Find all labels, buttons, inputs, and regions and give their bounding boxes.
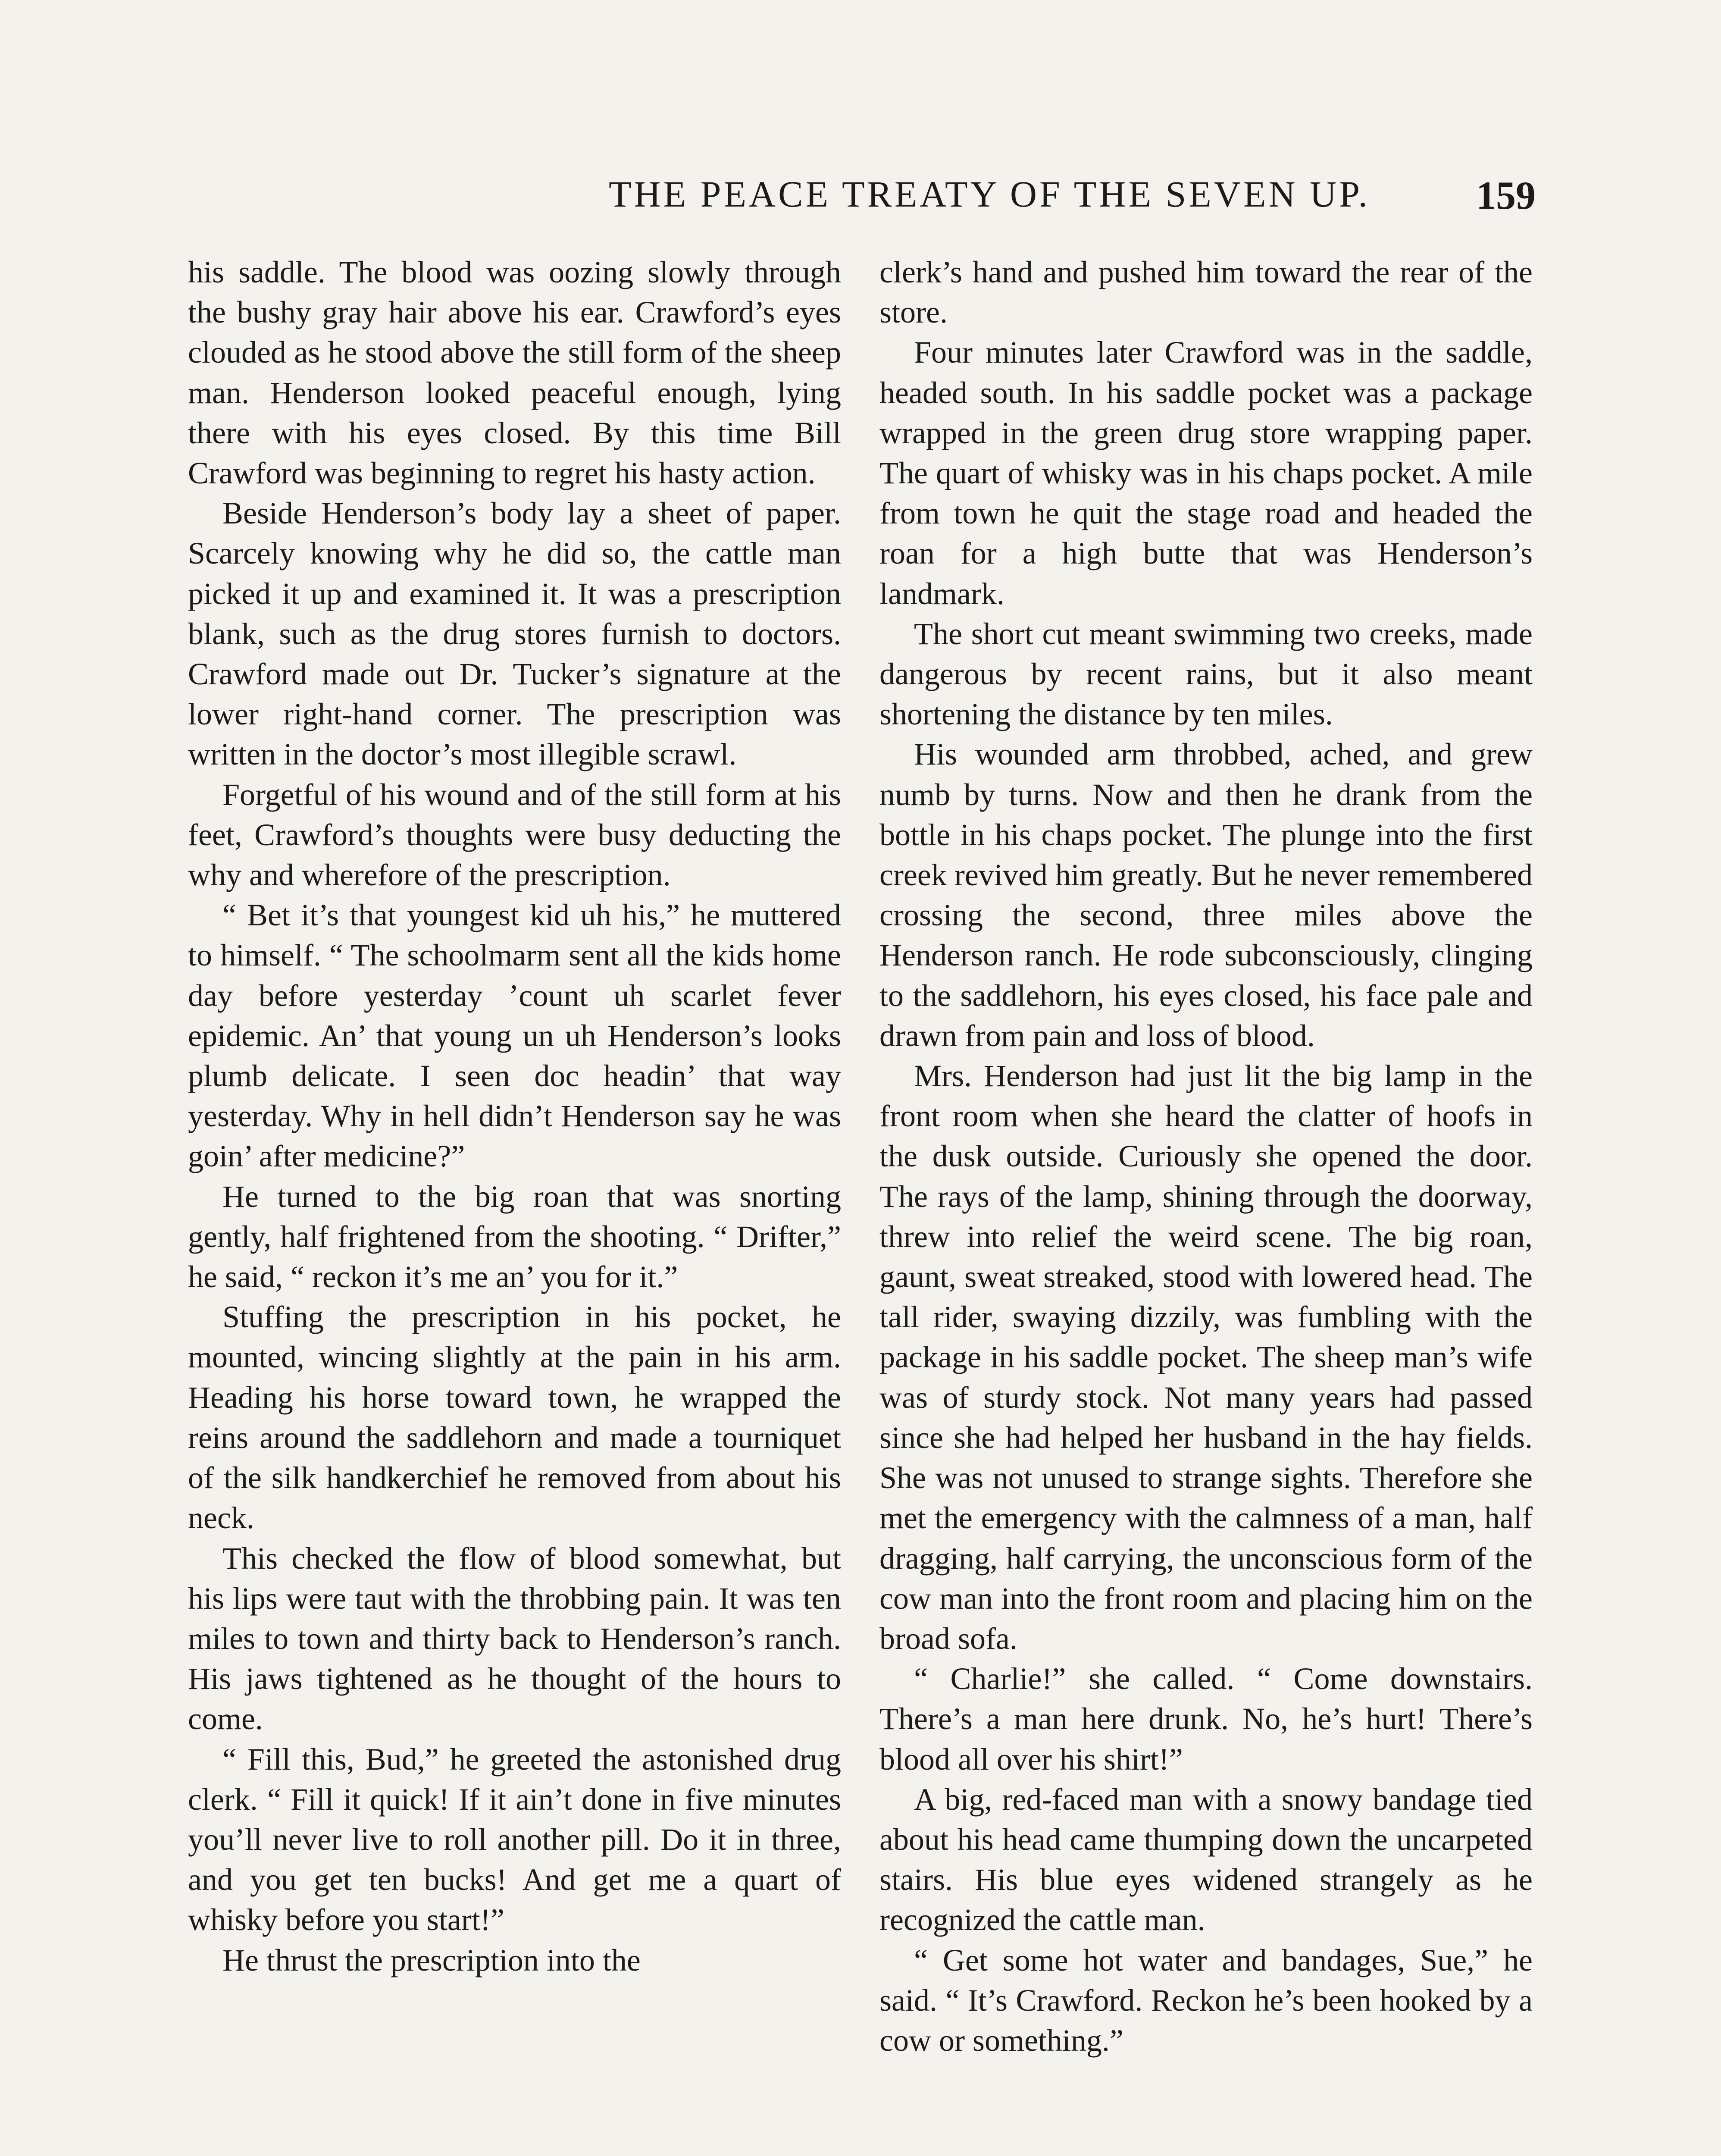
paragraph: He thrust the prescription into the bbox=[222, 1943, 641, 1977]
paragraph: His wounded arm throbbed, ached, and grew numb by turns. Now and then he drank from the bottle in his chaps pocket. The plunge into the first creek revived him greatly. But he never remembered crossing the second, three miles above the Henderson ranch. He rode subconsciously, clinging to the saddlehorn, his eyes closed, his face pale and drawn from pain and loss of blood. bbox=[879, 737, 1533, 1053]
running-head: THE PEACE TREATY OF THE SEVEN UP. bbox=[609, 173, 1370, 215]
paragraph: He turned to the big roan that was snorting gently, half frightened from the shooting. “ Drifter,” he said, “ reckon it’s me an’ you for it.” bbox=[188, 1179, 841, 1294]
paragraph: Stuffing the prescription in his pocket, he mounted, wincing slightly at the pain in his arm. Heading his horse toward town, he wrapped the reins around the saddlehorn and made a tourniquet of the silk handkerchief he removed from about his neck. bbox=[188, 1300, 841, 1536]
right-column bbox=[879, 252, 1533, 2061]
paragraph: “ Fill this, Bud,” he greeted the astonished drug clerk. “ Fill it quick! If it ain’t done in five minutes you’ll never live to roll another pill. Do it in three, and you get ten bucks! And get me a quart of whisky before you start!” bbox=[188, 1742, 841, 1937]
page-number: 159 bbox=[1476, 173, 1536, 217]
paragraph: his saddle. The blood was oozing slowly through the bushy gray hair above his ear. Crawford’s eyes clouded as he stood above the still form of the sheep man. Henderson looked peaceful enough, lying there with his eyes closed. By this time Bill Crawford was beginning to regret his hasty action. bbox=[188, 255, 841, 491]
paragraph: “ Bet it’s that youngest kid uh his,” he muttered to himself. “ The schoolmarm sent all the kids home day before yesterday ’count uh scarlet fever epidemic. An’ that young un uh Henderson’s looks plumb delicate. I seen doc headin’ that way yesterday. Why in hell didn’t Henderson say he was goin’ after medicine?” bbox=[188, 898, 841, 1174]
paragraph: “ Get some hot water and bandages, Sue,” he said. “ It’s Crawford. Reckon he’s been hooked by a cow or something.” bbox=[879, 1943, 1533, 2058]
paragraph: Mrs. Henderson had just lit the big lamp in the front room when she heard the clatter of hoofs in the dusk outside. Curiously she opened the door. The rays of the lamp, shining through the doorway, threw into relief the weird scene. The big roan, gaunt, sweat streaked, stood with lowered head. The tall rider, swaying dizzily, was fumbling with the package in his saddle pocket. The sheep man’s wife was of sturdy stock. Not many years had passed since she had helped her husband in the hay fields. She was not unused to strange sights. Therefore she met the emergency with the calmness of a man, half dragging, half carrying, the unconscious form of the cow man into the front room and placing him on the broad sofa. bbox=[879, 1059, 1533, 1656]
paragraph: “ Charlie!” she called. “ Come downstairs. There’s a man here drunk. No, he’s hurt! There’s blood all over his shirt!” bbox=[879, 1661, 1533, 1777]
paragraph: Beside Henderson’s body lay a sheet of paper. Scarcely knowing why he did so, the cattle man picked it up and examined it. It was a prescription blank, such as the drug stores furnish to doctors. Crawford made out Dr. Tucker’s signature at the lower right-hand corner. The prescription was written in the doctor’s most illegible scrawl. bbox=[188, 496, 841, 772]
paragraph: This checked the flow of blood somewhat, but his lips were taut with the throbbing pain. It was ten miles to town and thirty back to Henderson’s ranch. His jaws tightened as he thought of the hours to come. bbox=[188, 1541, 841, 1736]
paragraph: The short cut meant swimming two creeks, made dangerous by recent rains, but it also meant shortening the distance by ten miles. bbox=[879, 616, 1533, 732]
paragraph: Four minutes later Crawford was in the saddle, headed south. In his saddle pocket was a package wrapped in the green drug store wrapping paper. The quart of whisky was in his chaps pocket. A mile from town he quit the stage road and headed the roan for a high butte that was Henderson’s landmark. bbox=[879, 335, 1533, 611]
paragraph: Forgetful of his wound and of the still form at his feet, Crawford’s thoughts were busy deducting the why and wherefore of the prescription. bbox=[188, 777, 841, 893]
paragraph: clerk’s hand and pushed him toward the rear of the store. bbox=[879, 255, 1533, 330]
left-column bbox=[188, 252, 841, 1981]
paragraph: A big, red-faced man with a snowy bandage tied about his head came thumping down the uncarpeted stairs. His blue eyes widened strangely as he recognized the cattle man. bbox=[879, 1782, 1533, 1937]
